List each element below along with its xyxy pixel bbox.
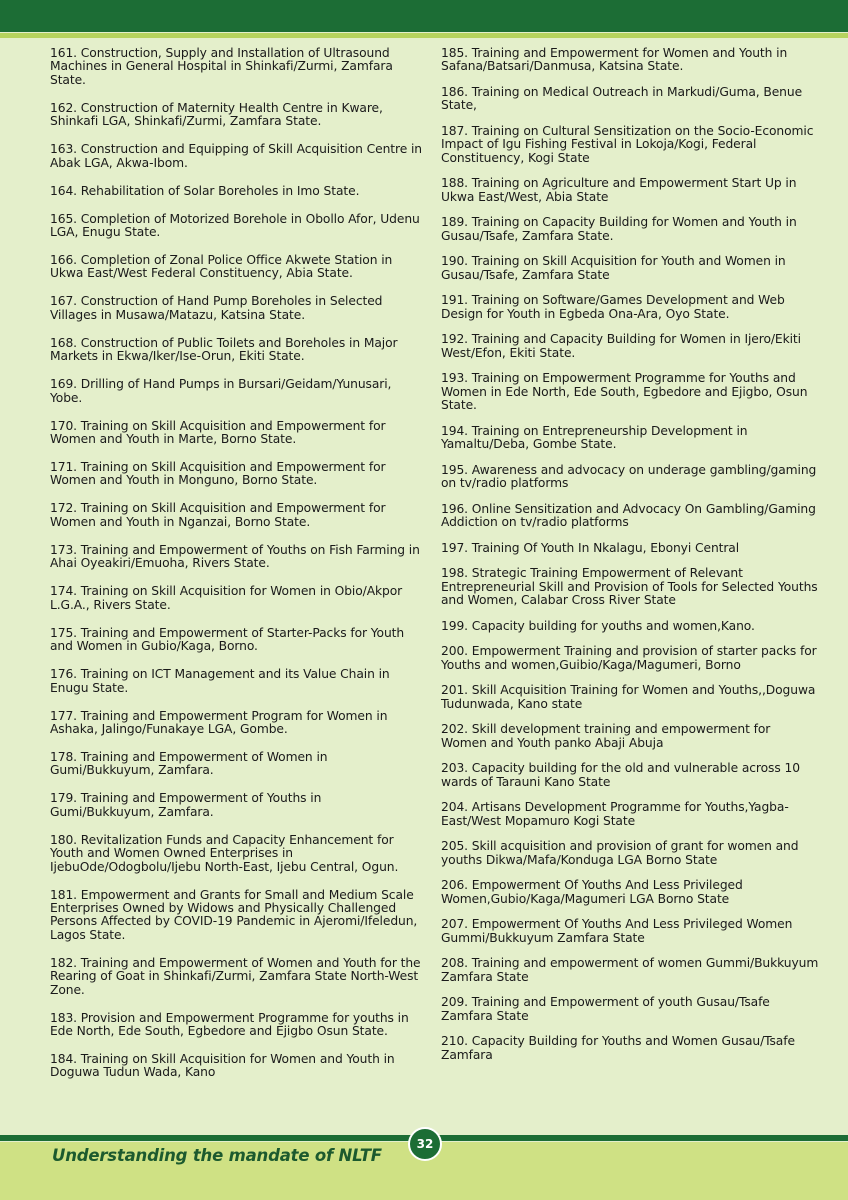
list-item: 197. Training Of Youth In Nkalagu, Ebonyi Central <box>441 540 740 555</box>
list-item: 162. Construction of Maternity Health Centre in Kware, Shinkafi LGA, Shinkafi/Zurmi, Zamfara State. <box>50 100 383 129</box>
list-item: 201. Skill Acquisition Training for Women and Youths,,Doguwa Tudunwada, Kano state <box>441 683 816 711</box>
list-item: 172. Training on Skill Acquisition and Empowerment for Women and Youth in Nganzai, Borno State. <box>50 501 386 529</box>
list-item: 164. Rehabilitation of Solar Boreholes in Imo State. <box>50 183 360 198</box>
list-item: 179. Training and Empowerment of Youths in Gumi/Bukkuyum, Zamfara. <box>50 791 322 819</box>
list-item: 163. Construction and Equipping of Skill Acquisition Centre in Abak LGA, Akwa-Ibom. <box>50 142 423 170</box>
list-item: 204. Artisans Development Programme for Youths,Yagba-East/West Mopamuro Kogi State <box>441 800 789 828</box>
list-item: 206. Empowerment Of Youths And Less Privileged Women,Gubio/Kaga/Magumeri LGA Borno State <box>441 878 743 906</box>
list-item: 185. Training and Empowerment for Women and Youth in Safana/Batsari/Danmusa, Katsina State. <box>441 46 788 74</box>
list-item: 170. Training on Skill Acquisition and Empowerment for Women and Youth in Marte, Borno State. <box>50 418 386 447</box>
list-item: 171. Training on Skill Acquisition and Empowerment for Women and Youth in Monguno, Borno State. <box>50 460 386 488</box>
list-item: 193. Training on Empowerment Programme for Youths and Women in Ede North, Ede South, Egbedore and Ejigbo, Osun State. <box>441 371 808 413</box>
list-item: 207. Empowerment Of Youths And Less Privileged Women Gummi/Bukkuyum Zamfara State <box>441 917 793 945</box>
list-item: 167. Construction of Hand Pump Boreholes in Selected Villages in Musawa/Matazu, Katsina State. <box>50 294 383 322</box>
list-item: 187. Training on Cultural Sensitization on the Socio-Economic Impact of Igu Fishing Festival in Lokoja/Kogi, Federal Constituency, Kogi State <box>441 124 814 165</box>
header-stripe <box>0 33 848 38</box>
list-item: 190. Training on Skill Acquisition for Youth and Women in Gusau/Tsafe, Zamfara State <box>441 254 786 282</box>
list-item: 200. Empowerment Training and provision of starter packs for Youths and women,Guibio/Kaga/Magumeri, Borno <box>441 644 817 672</box>
list-item: 176. Training on ICT Management and its Value Chain in Enugu State. <box>50 667 390 695</box>
list-item: 166. Completion of Zonal Police Office Akwete Station in Ukwa East/West Federal Constituency, Abia State. <box>50 253 393 281</box>
list-item: 189. Training on Capacity Building for Women and Youth in Gusau/Tsafe, Zamfara State. <box>441 215 797 243</box>
list-item: 177. Training and Empowerment Program for Women in Ashaka, Jalingo/Funakaye LGA, Gombe. <box>50 708 388 736</box>
list-item: 210. Capacity Building for Youths and Women Gusau/Tsafe Zamfara <box>441 1034 795 1062</box>
list-item: 181. Empowerment and Grants for Small and Medium Scale Enterprises Owned by Widows and Physically Challenged Persons Affected by COVID-19 Pandemic in Ajeromi/Ifeledun, Lagos State. <box>50 887 418 942</box>
list-item: 161. Construction, Supply and Installation of Ultrasound Machines in General Hospital in Shinkafi/Zurmi, Zamfara State. <box>50 46 393 87</box>
list-item: 198. Strategic Training Empowerment of Relevant Entrepreneurial Skill and Provision of Tools for Selected Youths and Women, Calabar Cross River State <box>441 566 818 608</box>
list-item: 209. Training and Empowerment of youth Gusau/Tsafe Zamfara State <box>441 995 770 1023</box>
list-item: 202. Skill development training and empowerment for Women and Youth panko Abaji Abuja <box>441 722 771 750</box>
list-item: 199. Capacity building for youths and women,Kano. <box>441 618 755 633</box>
list-item: 173. Training and Empowerment of Youths on Fish Farming in Ahai Oyeakiri/Emuoha, Rivers State. <box>50 542 420 571</box>
list-item: 175. Training and Empowerment of Starter-Packs for Youth and Women in Gubio/Kaga, Borno. <box>50 625 405 654</box>
list-item: 183. Provision and Empowerment Programme for youths in Ede North, Ede South, Egbedore and Ejigbo Osun State. <box>50 1010 409 1038</box>
list-item: 203. Capacity building for the old and vulnerable across 10 wards of Tarauni Kano State <box>441 761 800 789</box>
list-item: 168. Construction of Public Toilets and Boreholes in Major Markets in Ekwa/Iker/Ise-Orun, Ekiti State. <box>50 335 398 364</box>
footer-title: Understanding the mandate of NLTF <box>52 1146 382 1165</box>
list-item: 208. Training and empowerment of women Gummi/Bukkuyum Zamfara State <box>441 956 819 984</box>
page-number-badge: 32 <box>408 1127 442 1161</box>
list-item: 180. Revitalization Funds and Capacity Enhancement for Youth and Women Owned Enterprises in IjebuOde/Odogbolu/Ijebu North-East, Ijebu Central, Ogun. <box>50 832 399 874</box>
list-item: 174. Training on Skill Acquisition for Women in Obio/Akpor L.G.A., Rivers State. <box>50 584 403 612</box>
list-item: 184. Training on Skill Acquisition for Women and Youth in Doguwa Tudun Wada, Kano <box>50 1051 395 1080</box>
list-item: 205. Skill acquisition and provision of grant for women and youths Dikwa/Mafa/Konduga LGA Borno State <box>441 839 799 867</box>
list-item: 195. Awareness and advocacy on underage gambling/gaming on tv/radio platforms <box>441 462 817 491</box>
list-item: 169. Drilling of Hand Pumps in Bursari/Geidam/Yunusari, Yobe. <box>50 377 392 405</box>
header-band <box>0 0 848 32</box>
list-item: 188. Training on Agriculture and Empowerment Start Up in Ukwa East/West, Abia State <box>441 176 797 204</box>
list-item: 186. Training on Medical Outreach in Markudi/Guma, Benue State, <box>441 85 803 113</box>
list-item: 192. Training and Capacity Building for Women in Ijero/Ekiti West/Efon, Ekiti State. <box>441 332 801 360</box>
list-item: 191. Training on Software/Games Development and Web Design for Youth in Egbeda Ona-Ara, Oyo State. <box>441 293 785 321</box>
list-item: 196. Online Sensitization and Advocacy On Gambling/Gaming Addiction on tv/radio platforms <box>441 501 816 530</box>
list-item: 182. Training and Empowerment of Women and Youth for the Rearing of Goat in Shinkafi/Zurmi, Zamfara State North-West Zone. <box>50 955 421 997</box>
list-item: 165. Completion of Motorized Borehole in Obollo Afor, Udenu LGA, Enugu State. <box>50 211 420 240</box>
list-item: 194. Training on Entrepreneurship Development in Yamaltu/Deba, Gombe State. <box>441 423 748 452</box>
right-column <box>441 47 819 1074</box>
left-column <box>50 47 424 1094</box>
list-item: 178. Training and Empowerment of Women in Gumi/Bukkuyum, Zamfara. <box>50 749 328 778</box>
